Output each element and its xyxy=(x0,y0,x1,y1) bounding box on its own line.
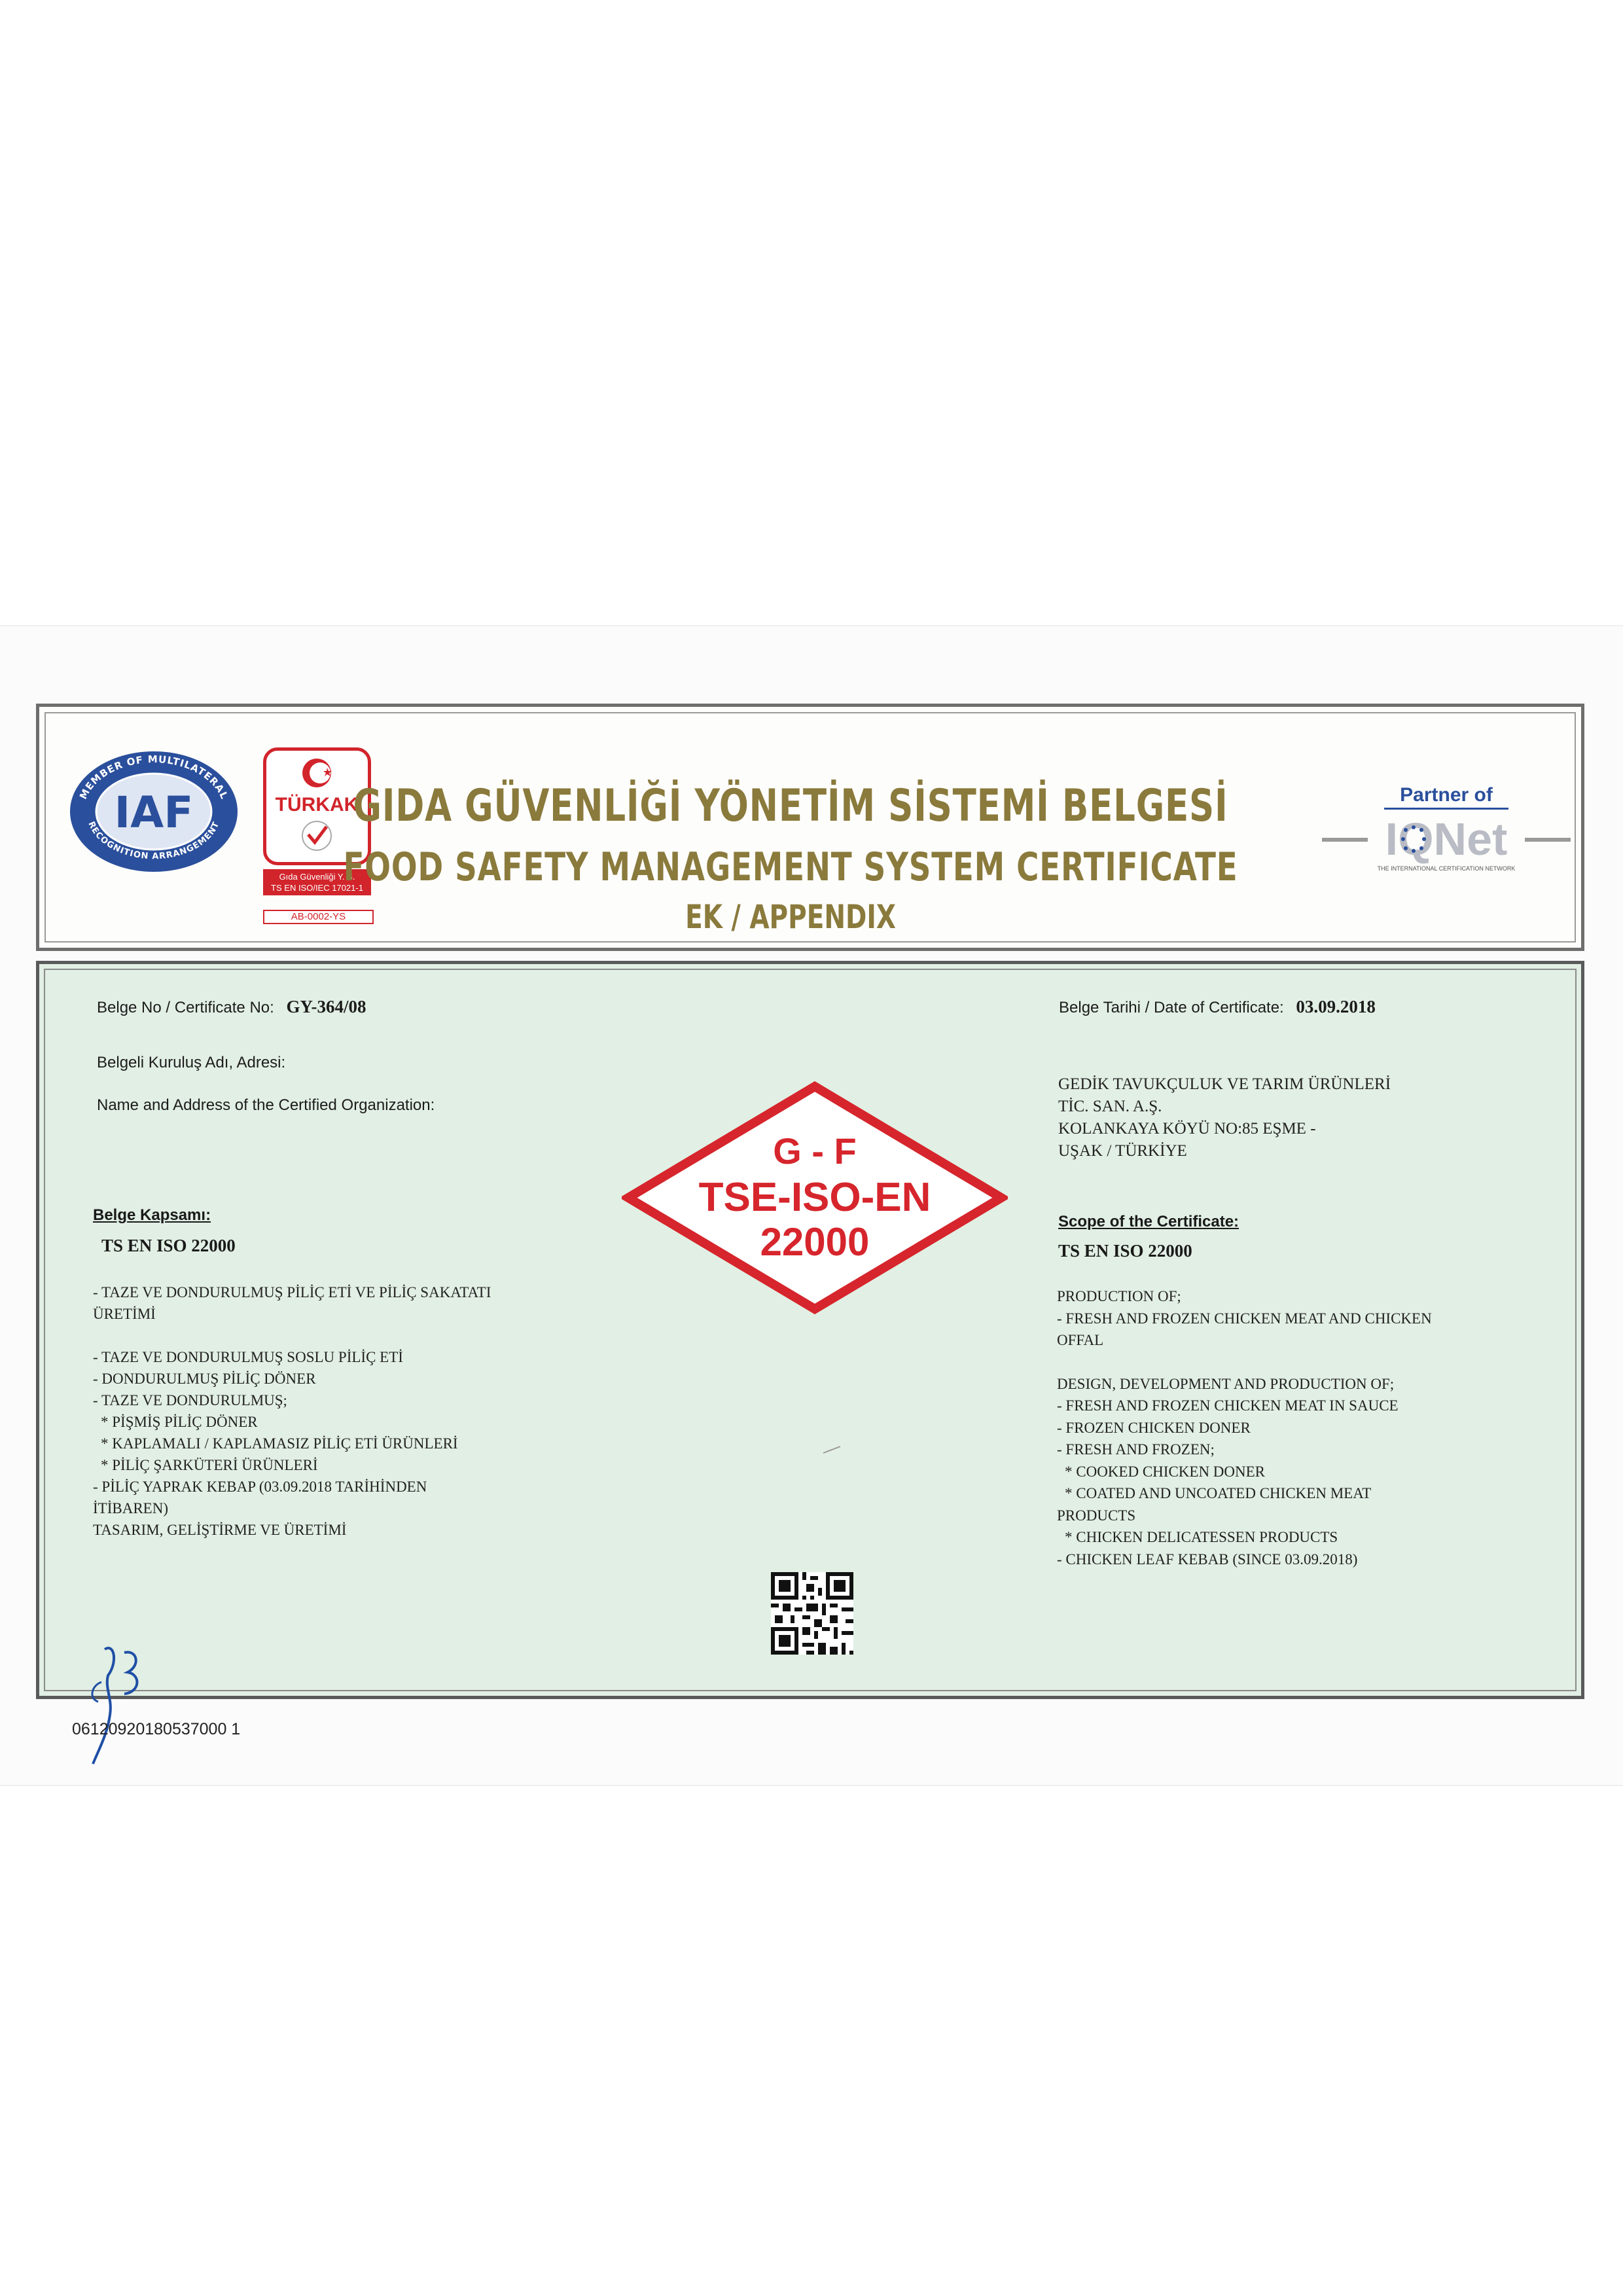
certificate-date-label: Belge Tarihi / Date of Certificate: xyxy=(1059,999,1284,1016)
scope-tr-line-spacer xyxy=(93,1325,491,1346)
scope-en-line: - CHICKEN LEAF KEBAB (SINCE 03.09.2018) xyxy=(1057,1551,1358,1568)
stamp-line1: G - F xyxy=(773,1130,857,1172)
iaf-text: IAF xyxy=(114,787,194,838)
scope-en-line: * COATED AND UNCOATED CHICKEN MEAT xyxy=(1065,1485,1372,1501)
certificate-date-row xyxy=(1059,997,1376,1017)
scope-tr-line: - TAZE VE DONDURULMUŞ; xyxy=(93,1392,287,1408)
qr-code-icon[interactable] xyxy=(771,1572,853,1655)
handwritten-signature xyxy=(79,1636,151,1767)
iaf-ring-bottom: RECOGNITION ARRANGEMENT xyxy=(86,820,222,862)
turkak-caption-line2: TS EN ISO/IEC 17021-1 xyxy=(271,883,363,893)
org-line: TİC. SAN. A.Ş. xyxy=(1058,1098,1162,1115)
title-appendix: EK / APPENDIX xyxy=(685,898,896,936)
scope-en-line: * CHICKEN DELICATESSEN PRODUCTS xyxy=(1065,1529,1338,1545)
title-english: FOOD SAFETY MANAGEMENT SYSTEM CERTIFICATE xyxy=(343,844,1238,890)
scope-tr-line: * PİŞMİŞ PİLİÇ DÖNER xyxy=(101,1414,258,1430)
organization-address xyxy=(1058,1073,1391,1162)
org-label-tr: Belgeli Kuruluş Adı, Adresi: xyxy=(97,1054,286,1071)
scope-en-line: PRODUCTS xyxy=(1057,1507,1136,1524)
turkak-logo xyxy=(250,747,402,923)
scope-tr-line: - DONDURULMUŞ PİLİÇ DÖNER xyxy=(93,1371,316,1387)
turkak-emblem xyxy=(263,747,371,865)
gf-tse-iso-en-22000-stamp xyxy=(622,1080,1008,1316)
org-line: KOLANKAYA KÖYÜ NO:85 EŞME - xyxy=(1058,1120,1316,1138)
certificate-no-row xyxy=(97,997,366,1017)
scope-tr-line: İTİBAREN) xyxy=(93,1500,168,1516)
scope-en-line: - FRESH AND FROZEN CHICKEN MEAT AND CHICKEN xyxy=(1057,1310,1432,1327)
scope-en-line: OFFAL xyxy=(1057,1332,1104,1348)
scope-en-label: Scope of the Certificate: xyxy=(1058,1213,1240,1230)
iqnet-tagline: THE INTERNATIONAL CERTIFICATION NETWORK xyxy=(1377,865,1516,872)
scope-tr-standard: TS EN ISO 22000 xyxy=(101,1236,236,1255)
pen-mark-icon xyxy=(822,1445,842,1454)
scope-en-line: DESIGN, DEVELOPMENT AND PRODUCTION OF; xyxy=(1057,1375,1395,1392)
scope-tr-line: * PİLİÇ ŞARKÜTERİ ÜRÜNLERİ xyxy=(101,1457,318,1473)
svg-text:MEMBER OF MULTILATERAL xyxy=(77,753,230,801)
title-turkish: GIDA GÜVENLİĞİ YÖNETİM SİSTEMİ BELGESİ xyxy=(353,780,1228,832)
scope-en-line: PRODUCTION OF; xyxy=(1057,1288,1181,1304)
org-line: UŞAK / TÜRKİYE xyxy=(1058,1142,1187,1160)
iqnet-partner-text: Partner of xyxy=(1400,784,1493,806)
scope-tr-line: TASARIM, GELİŞTİRME VE ÜRETİMİ xyxy=(93,1522,347,1538)
iaf-logo xyxy=(65,746,242,877)
iaf-ring-top: MEMBER OF MULTILATERAL xyxy=(77,753,231,802)
document-serial-number: 06120920180537000 1 xyxy=(72,1720,241,1738)
scope-tr-line: - TAZE VE DONDURULMUŞ SOSLU PİLİÇ ETİ xyxy=(93,1349,403,1365)
turkak-caption-line1: Gıda Güvenliği Y. S. xyxy=(279,872,355,882)
scope-tr-line: * KAPLAMALI / KAPLAMASIZ PİLİÇ ETİ ÜRÜNLERİ xyxy=(101,1435,458,1452)
iqnet-logo xyxy=(1322,779,1571,884)
turkak-flag-check-icon xyxy=(266,751,368,862)
certificate-no-value: GY-364/08 xyxy=(286,997,366,1016)
scope-en-standard: TS EN ISO 22000 xyxy=(1058,1241,1192,1261)
scope-en-list xyxy=(1057,1285,1432,1570)
stamp-line2: TSE-ISO-EN xyxy=(698,1175,931,1220)
certificate-no-label: Belge No / Certificate No: xyxy=(97,999,274,1016)
turkak-caption xyxy=(263,869,371,895)
scope-en-line: - FROZEN CHICKEN DONER xyxy=(1057,1419,1251,1436)
turkak-name: TÜRKAK xyxy=(275,794,359,816)
scope-tr-line: - PİLİÇ YAPRAK KEBAP (03.09.2018 TARİHİNDEN xyxy=(93,1479,427,1495)
certificate-header xyxy=(36,704,1584,951)
turkak-accreditation-code: AB-0002-YS xyxy=(263,910,374,924)
scope-tr-line: ÜRETİMİ xyxy=(93,1306,156,1322)
iqnet-stars-icon xyxy=(1401,825,1426,853)
scope-tr-label: Belge Kapsamı: xyxy=(93,1206,211,1224)
svg-text:RECOGNITION ARRANGEMENT xyxy=(86,820,222,861)
scope-tr-line: - TAZE VE DONDURULMUŞ PİLİÇ ETİ VE PİLİÇ SAKATATI xyxy=(93,1284,491,1300)
org-line: GEDİK TAVUKÇULUK VE TARIM ÜRÜNLERİ xyxy=(1058,1075,1391,1093)
stamp-line3: 22000 xyxy=(760,1220,870,1264)
scope-tr-list xyxy=(93,1282,491,1541)
org-label-en: Name and Address of the Certified Organization: xyxy=(97,1096,435,1114)
certificate-date-value: 03.09.2018 xyxy=(1296,997,1376,1016)
iqnet-name: IQNet xyxy=(1385,814,1508,865)
scope-en-line-spacer xyxy=(1057,1352,1432,1373)
scope-en-line: - FRESH AND FROZEN; xyxy=(1057,1441,1215,1458)
scope-en-line: * COOKED CHICKEN DONER xyxy=(1065,1463,1266,1480)
scope-en-line: - FRESH AND FROZEN CHICKEN MEAT IN SAUCE xyxy=(1057,1397,1399,1414)
